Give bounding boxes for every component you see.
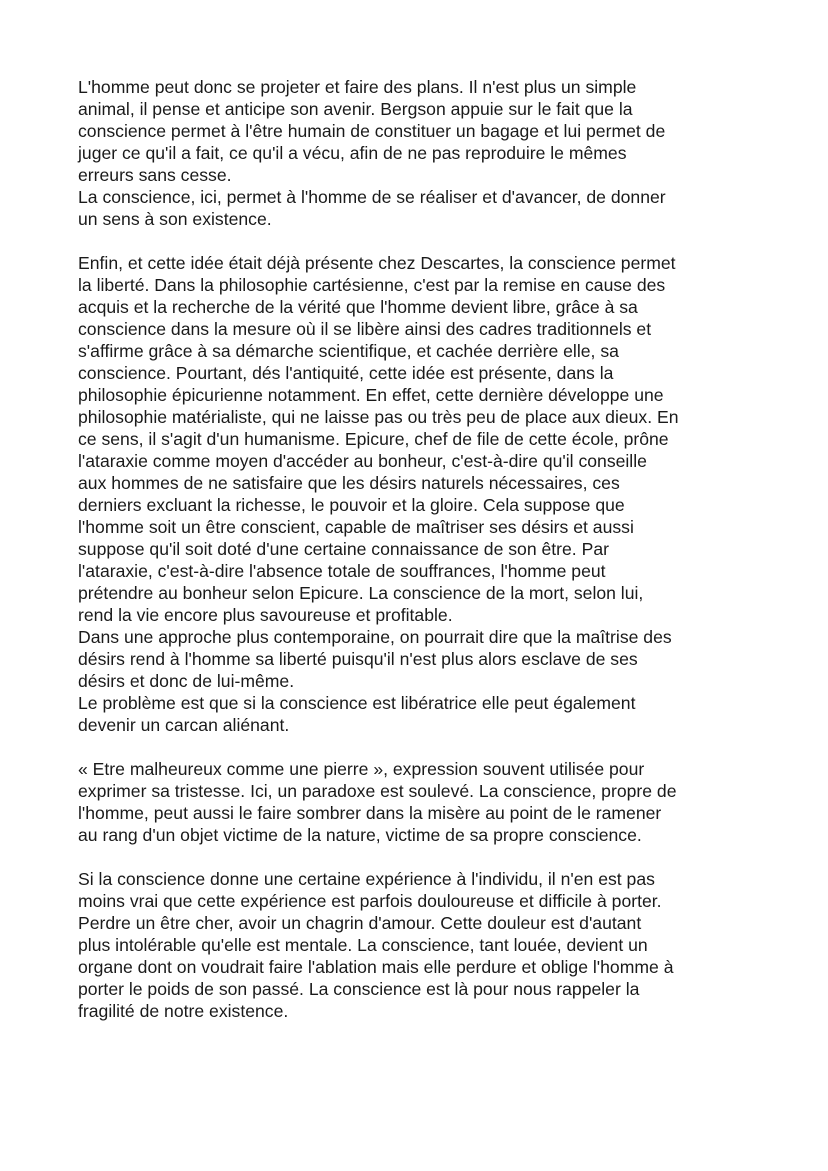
text-line: Le problème est que si la conscience est libératrice elle peut également [78, 693, 636, 713]
text-line: désirs et donc de lui-même. [78, 671, 295, 691]
text-line: prétendre au bonheur selon Epicure. La conscience de la mort, selon lui, [78, 583, 644, 603]
text-line: organe dont on voudrait faire l'ablation mais elle perdure et oblige l'homme à [78, 957, 674, 977]
text-line: la liberté. Dans la philosophie cartésienne, c'est par la remise en cause des [78, 275, 666, 295]
text-line: exprimer sa tristesse. Ici, un paradoxe est soulevé. La conscience, propre de [78, 781, 677, 801]
text-line: philosophie épicurienne notamment. En effet, cette dernière développe une [78, 385, 664, 405]
text-line: au rang d'un objet victime de la nature, victime de sa propre conscience. [78, 825, 642, 845]
text-line: « Etre malheureux comme une pierre », expression souvent utilisée pour [78, 759, 645, 779]
text-line: derniers excluant la richesse, le pouvoir et la gloire. Cela suppose que [78, 495, 625, 515]
text-line: devenir un carcan aliénant. [78, 715, 290, 735]
text-line: Si la conscience donne une certaine expérience à l'individu, il n'en est pas [78, 869, 655, 889]
paragraph-1 [78, 76, 758, 230]
text-line: fragilité de notre existence. [78, 1001, 289, 1021]
text-line: Enfin, et cette idée était déjà présente chez Descartes, la conscience permet [78, 253, 676, 273]
text-line: un sens à son existence. [78, 209, 272, 229]
text-line: désirs rend à l'homme sa liberté puisqu'il n'est plus alors esclave de ses [78, 649, 638, 669]
text-line: aux hommes de ne satisfaire que les désirs naturels nécessaires, ces [78, 473, 620, 493]
text-line: l'ataraxie comme moyen d'accéder au bonheur, c'est-à-dire qu'il conseille [78, 451, 647, 471]
text-line: animal, il pense et anticipe son avenir. Bergson appuie sur le fait que la [78, 99, 633, 119]
text-line: juger ce qu'il a fait, ce qu'il a vécu, afin de ne pas reproduire le mêmes [78, 143, 627, 163]
paragraph-4 [78, 868, 758, 1022]
paragraph-3 [78, 758, 758, 846]
text-line: porter le poids de son passé. La conscience est là pour nous rappeler la [78, 979, 640, 999]
text-line: acquis et la recherche de la vérité que l'homme devient libre, grâce à sa [78, 297, 638, 317]
text-line: L'homme peut donc se projeter et faire des plans. Il n'est plus un simple [78, 77, 637, 97]
text-line: l'homme soit un être conscient, capable de maîtriser ses désirs et aussi [78, 517, 634, 537]
text-line: conscience permet à l'être humain de constituer un bagage et lui permet de [78, 121, 666, 141]
text-line: conscience dans la mesure où il se libère ainsi des cadres traditionnels et [78, 319, 652, 339]
text-line: suppose qu'il soit doté d'une certaine connaissance de son être. Par [78, 539, 609, 559]
text-line: ce sens, il s'agit d'un humanisme. Epicure, chef de file de cette école, prône [78, 429, 669, 449]
paragraph-2 [78, 252, 758, 736]
text-line: rend la vie encore plus savoureuse et profitable. [78, 605, 453, 625]
document-page [78, 76, 758, 1044]
text-line: erreurs sans cesse. [78, 165, 232, 185]
text-line: philosophie matérialiste, qui ne laisse pas ou très peu de place aux dieux. En [78, 407, 679, 427]
text-line: l'homme, peut aussi le faire sombrer dans la misère au point de le ramener [78, 803, 662, 823]
text-line: moins vrai que cette expérience est parfois douloureuse et difficile à porter. [78, 891, 662, 911]
text-line: Perdre un être cher, avoir un chagrin d'amour. Cette douleur est d'autant [78, 913, 642, 933]
text-line: conscience. Pourtant, dés l'antiquité, cette idée est présente, dans la [78, 363, 614, 383]
text-line: l'ataraxie, c'est-à-dire l'absence totale de souffrances, l'homme peut [78, 561, 606, 581]
text-line: Dans une approche plus contemporaine, on pourrait dire que la maîtrise des [78, 627, 672, 647]
text-line: La conscience, ici, permet à l'homme de se réaliser et d'avancer, de donner [78, 187, 666, 207]
text-line: s'affirme grâce à sa démarche scientifique, et cachée derrière elle, sa [78, 341, 619, 361]
text-line: plus intolérable qu'elle est mentale. La conscience, tant louée, devient un [78, 935, 648, 955]
